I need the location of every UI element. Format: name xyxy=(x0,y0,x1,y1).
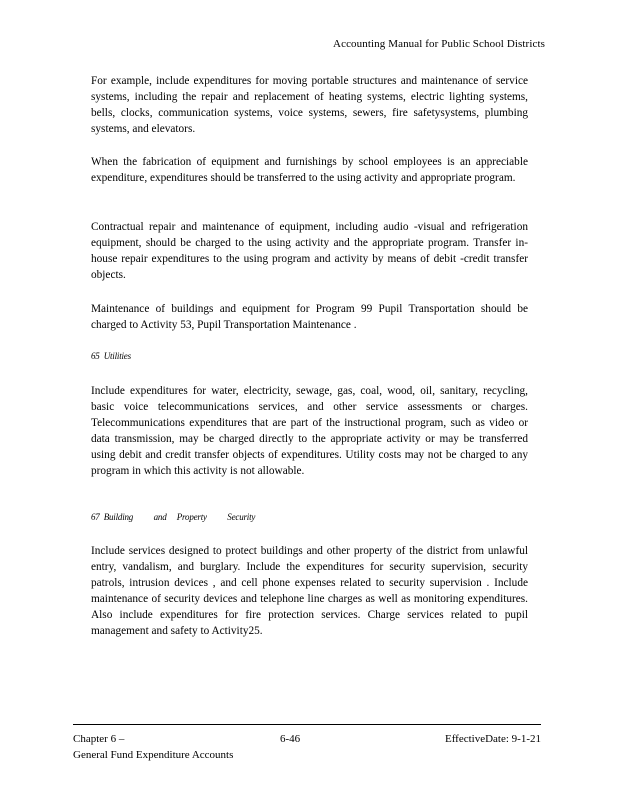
section-heading-utilities: 65 Utilities xyxy=(91,351,131,361)
section-heading-building-security: 67 Building and Property Security xyxy=(91,512,256,522)
paragraph-utilities: Include expenditures for water, electricity, sewage, gas, coal, wood, oil, sanitary, recycling, basic voice telecommunications services, and other service assessments or charges. Telecommunications expenditures that are part of the instructional program, such as video or data transmission, may be charged directly to the appropriate activity or may be transferred using debit and credit transfer objects of expenditures. Utility costs may not be charged to any program in which this activity is not allowable. xyxy=(91,385,528,477)
paragraph-building-maintenance: For example, include expenditures for moving portable structures and maintenance of service systems, including the repair and replacement of heating systems, electric lighting systems, bells, clocks, communication systems, voice systems, sewers, fire safetysystems, plumbing systems, and elevators. xyxy=(91,75,528,135)
footer-effective-date: EffectiveDate: 9-1-21 xyxy=(444,733,541,745)
running-header: Accounting Manual for Public School Districts xyxy=(333,38,545,50)
body-text xyxy=(91,0,528,700)
paragraph-security: Include services designed to protect buildings and other property of the district from unlawful entry, vandalism, and burglary. Include the expenditures for security supervision, security patrols, intrusion devices , and cell phone expenses related to security supervision . Include maintenance of security devices and telephone line charges as well as monitoring expenditures. Also include expenditures for fire protection services. Charge services related to pupil management and safety to Activity25. xyxy=(91,545,528,637)
footer-page-number: 6-46 xyxy=(280,733,301,745)
footer-chapter: Chapter 6 – xyxy=(73,733,125,745)
footer-divider xyxy=(73,724,541,725)
footer-chapter-title: General Fund Expenditure Accounts xyxy=(73,749,234,761)
paragraph-pupil-transportation: Maintenance of buildings and equipment for Program 99 Pupil Transportation should be charged to Activity 53, Pupil Transportation Maintenance . xyxy=(91,303,528,331)
paragraph-contractual-repair: Contractual repair and maintenance of equipment, including audio -visual and refrigeration equipment, should be charged to the using activity and the appropriate program. Transfer in-house repair expenditures to the using program and activity by means of debit -credit transfer objects. xyxy=(91,221,528,281)
paragraph-equipment-fabrication: When the fabrication of equipment and furnishings by school employees is an appreciable expenditure, expenditures should be transferred to the using activity and appropriate program. xyxy=(91,156,528,184)
